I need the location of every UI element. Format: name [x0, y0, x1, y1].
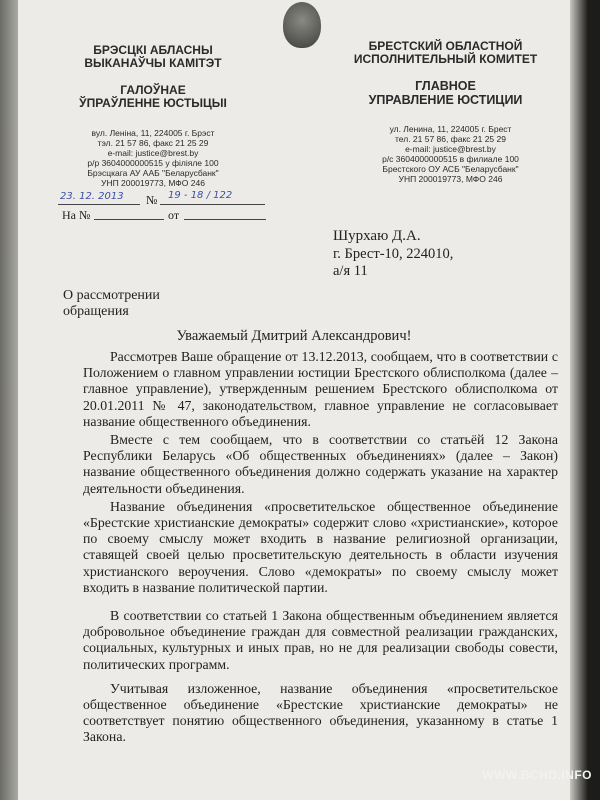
left-dept-name	[58, 84, 248, 110]
paragraph-1: Рассмотрев Ваше обращение от 13.12.2013, сообщаем, что в соответствии с Положением о главном управлении юстиции Брестского облисполкома (далее – главное управление), утвержденным решением Брестского облисполкома от 20.01.2011 № 47, законодательством, главное управление не согласовывает название общественного объединения.	[83, 349, 558, 429]
right-dept-line-1: ГЛАВНОЕ	[415, 79, 476, 93]
paragraph-2: Вместе с тем сообщаем, что в соответствии со статьёй 12 Закона Республики Беларусь «Об общественных объединениях» (далее – Закон) название общественного объединения должно содержать указание на характер деятельности объединения.	[83, 432, 558, 496]
paragraph-4: В соответствии со статьей 1 Закона общественным объединением является добровольное объединение граждан для совместной реализации гражданских, социальных, культурных и иных прав, но не для реализации свободы совести, политических программ.	[83, 608, 558, 672]
right-dept-line-2: УПРАВЛЕНИЕ ЮСТИЦИИ	[368, 92, 523, 107]
left-account-line: р/р 3604000000515 у філіяле 100	[87, 158, 219, 169]
watermark: WWW.BCHD.INFO	[482, 768, 592, 782]
right-email-line: e-mail: justice@brest.by	[405, 144, 496, 155]
reference-underline	[94, 219, 164, 220]
left-email-line: e-mail: justice@brest.by	[107, 148, 199, 159]
left-org-line-2: ВЫКАНАЎЧЫ КАМІТЭТ	[84, 56, 222, 71]
left-phone-line: тэл. 21 57 86, факс 21 25 29	[97, 138, 209, 149]
recipient-city: г. Брест-10, 224010,	[333, 246, 454, 262]
recipient-po-box: а/я 11	[333, 263, 368, 279]
date-underline	[58, 204, 140, 205]
handwritten-number: 19 - 18 / 122	[168, 190, 233, 201]
left-org-name	[58, 44, 248, 70]
right-address-line: ул. Ленина, 11, 224005 г. Брест	[389, 124, 512, 134]
number-underline	[160, 204, 265, 205]
subject-line-1: О рассмотрении	[63, 288, 160, 303]
state-emblem-icon	[283, 2, 321, 48]
left-org-line-1: БРЭСЦКІ АБЛАСНЫ	[93, 43, 213, 57]
from-underline	[184, 219, 266, 220]
handwritten-date: 23. 12. 2013	[60, 191, 124, 202]
right-phone-line: тел. 21 57 86, факс 21 25 29	[395, 134, 506, 145]
letter-page	[18, 0, 570, 800]
right-address-block	[348, 124, 553, 184]
left-dept-line-2: ЎПРАЎЛЕННЕ ЮСТЫЦЫІ	[79, 96, 227, 111]
right-org-line-1: БРЕСТСКИЙ ОБЛАСТНОЙ	[368, 39, 523, 53]
number-label: №	[146, 193, 158, 207]
right-org-line-2: ИСПОЛНИТЕЛЬНЫЙ КОМИТЕТ	[353, 52, 538, 67]
right-unp-line: УНП 200019773, МФО 246	[398, 174, 503, 185]
left-dept-line-1: ГАЛОЎНАЕ	[120, 83, 186, 97]
letter-body	[83, 349, 558, 746]
left-address-block	[58, 128, 248, 188]
right-bank-line: Брестского ОУ АСБ "Беларусбанк"	[382, 164, 519, 175]
paragraph-3: Название объединения «просветительское общественное объединение «Брестские христианские демократы» содержит слово «христианские», которое по своему смыслу может входить в название религиозной организации, ставящей своей целью просветительскую деятельность в области изучения христианского вероучения. Слово «демократы» по своему смыслу может входить в название политической партии.	[83, 498, 558, 595]
recipient-name: Шурхаю Д.А.	[333, 228, 421, 244]
left-bank-line: Брэсцкага АУ ААБ "Беларусбанк"	[87, 168, 219, 179]
right-dept-name	[338, 80, 553, 108]
left-unp-line: УНП 200019773, МФО 246	[101, 178, 205, 189]
left-address-line: вул. Леніна, 11, 224005 г. Брэст	[91, 128, 215, 138]
right-org-name	[338, 40, 553, 66]
reference-label: На №	[62, 208, 91, 222]
paragraph-5: Учитывая изложенное, название объединения «просветительское общественное объединение «Брестские христианские демократы» не соответствует понятию общественного объединения, указанному в статье 1 Закона.	[83, 680, 558, 745]
right-edge-shadow	[570, 0, 600, 800]
subject-line-2: обращения	[63, 304, 129, 319]
salutation: Уважаемый Дмитрий Александрович!	[176, 328, 412, 344]
right-account-line: р/с 3604000000515 в филиале 100	[382, 154, 519, 165]
from-label: от	[168, 208, 180, 222]
left-edge-shadow	[0, 0, 18, 800]
